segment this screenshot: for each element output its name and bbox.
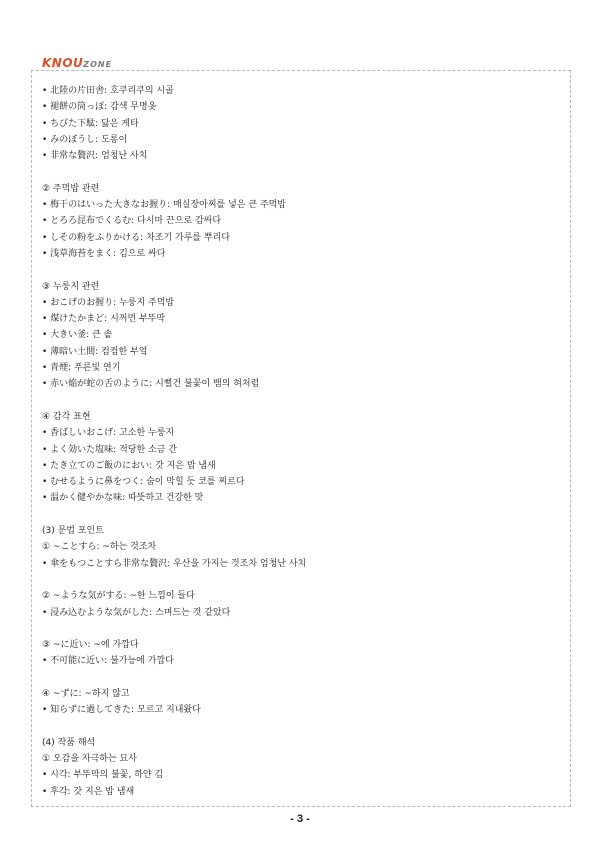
- bullet-item: • 大きい釜: 큰 솥: [42, 330, 113, 341]
- section-heading: (4) 작품 해석: [42, 737, 96, 748]
- section-heading: ③ 누룽지 관련: [42, 281, 100, 292]
- bullet-item: • たき立てのご飯のにおい: 갓 지은 밥 냄새: [42, 460, 216, 471]
- section-heading: ② 주먹밥 관련: [42, 183, 100, 194]
- bullet-item: • おこげのお握り: 누룽지 주먹밥: [42, 297, 175, 308]
- bullet-item: • むせるように鼻をつく: 숨이 막힐 듯 코를 찌르다: [42, 477, 245, 488]
- bullet-item: • とろろ昆布でくるむ: 다시마 끈으로 감싸다: [42, 216, 222, 227]
- bullet-item: • 青煙: 푸른빛 연기: [42, 363, 121, 374]
- bullet-item: • 褪餅の筒っぽ: 감색 무명옷: [42, 102, 157, 113]
- logo-main: KNOU: [42, 56, 84, 70]
- page-number: - 3 -: [290, 813, 310, 825]
- bullet-item: • 浅草海苔をまく: 김으로 싸다: [42, 248, 166, 259]
- section-heading: ① ~ことすら: ~하는 것조차: [42, 542, 157, 553]
- document-body: [42, 83, 562, 800]
- knouzone-logo: [42, 56, 112, 70]
- bullet-item: • 知らずに過してきた: 모르고 지내왔다: [42, 705, 201, 716]
- blank-line: [42, 262, 562, 278]
- bullet-item: • 北陸の片田舎: 호쿠리쿠의 시골: [42, 86, 174, 96]
- bullet-item: • 薄暗い土間: 컴컴한 부엌: [42, 346, 148, 357]
- bullet-item: • 赤い焔が蛇の舌のように: 시뻘건 불꽃이 뱀의 혀처럼: [42, 379, 260, 390]
- bullet-item: • 시각: 부뚜막의 불꽃, 하얀 김: [42, 770, 164, 781]
- blank-line: [42, 507, 562, 523]
- blank-line: [42, 572, 562, 588]
- logo-sub: ZONE: [83, 60, 113, 69]
- bullet-item: • 후각: 갓 지은 밥 냄새: [42, 786, 135, 797]
- bullet-item: • 香ばしいおこげ: 고소한 누룽지: [42, 428, 175, 439]
- section-heading: ② ~ような気がする: ~한 느낌이 들다: [42, 591, 195, 602]
- bullet-item: • よく効いた塩味: 적당한 소금 간: [42, 444, 177, 455]
- blank-line: [42, 164, 562, 180]
- bullet-item: • 温かく健やかな味: 따뜻하고 건강한 맛: [42, 493, 204, 504]
- section-heading: (3) 문법 포인트: [42, 526, 104, 537]
- section-heading: ④ ~ずに: ~하지 않고: [42, 688, 130, 699]
- section-heading: ③ ~に近い: ~에 가깝다: [42, 640, 139, 651]
- blank-line: [42, 719, 562, 735]
- bullet-item: • ちびた下駄: 닳은 게타: [42, 118, 139, 129]
- section-heading: ④ 감각 표현: [42, 411, 91, 422]
- section-heading: ① 오감을 자극하는 묘사: [42, 754, 137, 765]
- blank-line: [42, 621, 562, 637]
- bullet-item: • みのぼうし: 도롱이: [42, 134, 128, 145]
- bullet-item: • 煤けたかまど: 시꺼먼 부뚜막: [42, 314, 166, 325]
- blank-line: [42, 393, 562, 409]
- bullet-item: • しその粉をふりかける: 차조기 가루를 뿌리다: [42, 232, 231, 243]
- bullet-item: • 浸み込むような気がした: 스며드는 것 같았다: [42, 607, 231, 618]
- bullet-item: • 非常な贅沢: 엄청난 사치: [42, 151, 148, 162]
- blank-line: [42, 670, 562, 686]
- bullet-item: • 傘をもつことすら非常な贅沢: 우산을 가지는 것조차 엄청난 사치: [42, 558, 307, 569]
- bullet-item: • 梅干のはいった大きなお握り: 매실장아찌를 넣은 큰 주먹밥: [42, 200, 286, 211]
- bullet-item: • 不可能に近い: 불가능에 가깝다: [42, 656, 174, 667]
